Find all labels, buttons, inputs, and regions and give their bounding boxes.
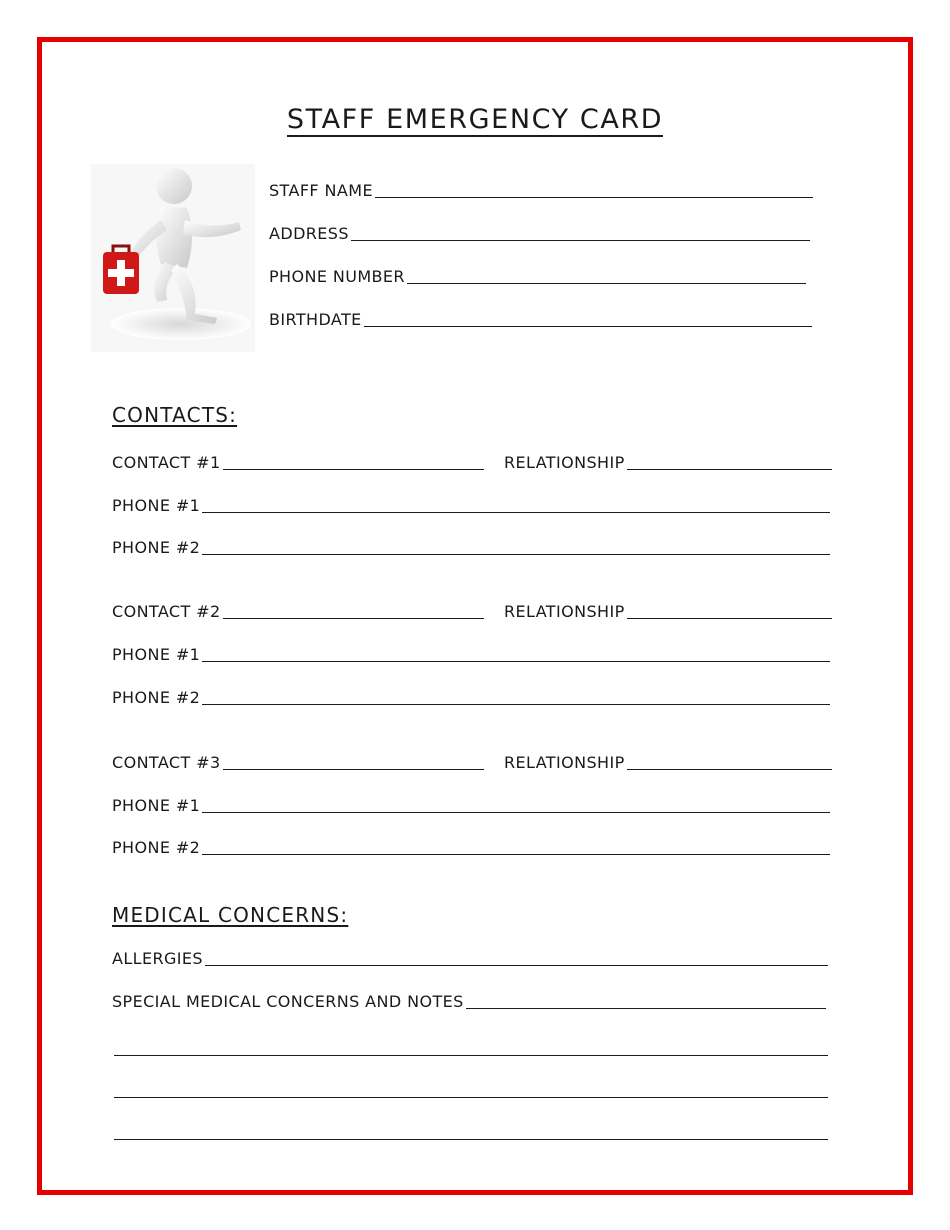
phone-label: PHONE #1 <box>112 796 201 815</box>
contact-3-phone-1-field[interactable] <box>112 796 830 818</box>
relationship-label: RELATIONSHIP <box>504 753 625 772</box>
phone-label: PHONE #2 <box>112 838 201 857</box>
relationship-3-field[interactable] <box>504 753 832 775</box>
contacts-heading: CONTACTS: <box>112 403 238 427</box>
phone-label: PHONE #2 <box>112 688 201 707</box>
birthdate-label: BIRTHDATE <box>269 310 362 329</box>
birthdate-field[interactable] <box>269 310 812 332</box>
contact-2-phone-1-field[interactable] <box>112 645 830 667</box>
contact-label: CONTACT #2 <box>112 602 221 621</box>
address-label: ADDRESS <box>269 224 349 243</box>
contact-2-field[interactable] <box>112 602 484 624</box>
relationship-1-field[interactable] <box>504 453 832 475</box>
phone-label: PHONE #2 <box>112 538 201 557</box>
allergies-field[interactable] <box>112 949 828 971</box>
phone-label: PHONE #1 <box>112 496 201 515</box>
staff-name-label: STAFF NAME <box>269 181 373 200</box>
contact-1-phone-2-field[interactable] <box>112 538 830 560</box>
phone-label: PHONE #1 <box>112 645 201 664</box>
relationship-label: RELATIONSHIP <box>504 453 625 472</box>
medical-concerns-heading: MEDICAL CONCERNS: <box>112 903 349 927</box>
special-medical-label: SPECIAL MEDICAL CONCERNS AND NOTES <box>112 992 464 1011</box>
phone-number-field[interactable] <box>269 267 806 289</box>
contact-label: CONTACT #3 <box>112 753 221 772</box>
special-medical-notes-field[interactable] <box>112 992 826 1014</box>
first-aid-runner-icon <box>91 164 255 352</box>
relationship-2-field[interactable] <box>504 602 832 624</box>
address-field[interactable] <box>269 224 810 246</box>
contact-1-field[interactable] <box>112 453 484 475</box>
notes-line-1[interactable] <box>112 1041 828 1063</box>
contact-3-phone-2-field[interactable] <box>112 838 830 860</box>
contact-1-phone-1-field[interactable] <box>112 496 830 518</box>
contact-3-field[interactable] <box>112 753 484 775</box>
relationship-label: RELATIONSHIP <box>504 602 625 621</box>
contact-label: CONTACT #1 <box>112 453 221 472</box>
notes-line-3[interactable] <box>112 1125 828 1147</box>
notes-line-2[interactable] <box>112 1083 828 1105</box>
phone-number-label: PHONE NUMBER <box>269 267 405 286</box>
allergies-label: ALLERGIES <box>112 949 203 968</box>
staff-name-field[interactable] <box>269 181 813 203</box>
contact-2-phone-2-field[interactable] <box>112 688 830 710</box>
card-title: STAFF EMERGENCY CARD <box>286 104 664 135</box>
